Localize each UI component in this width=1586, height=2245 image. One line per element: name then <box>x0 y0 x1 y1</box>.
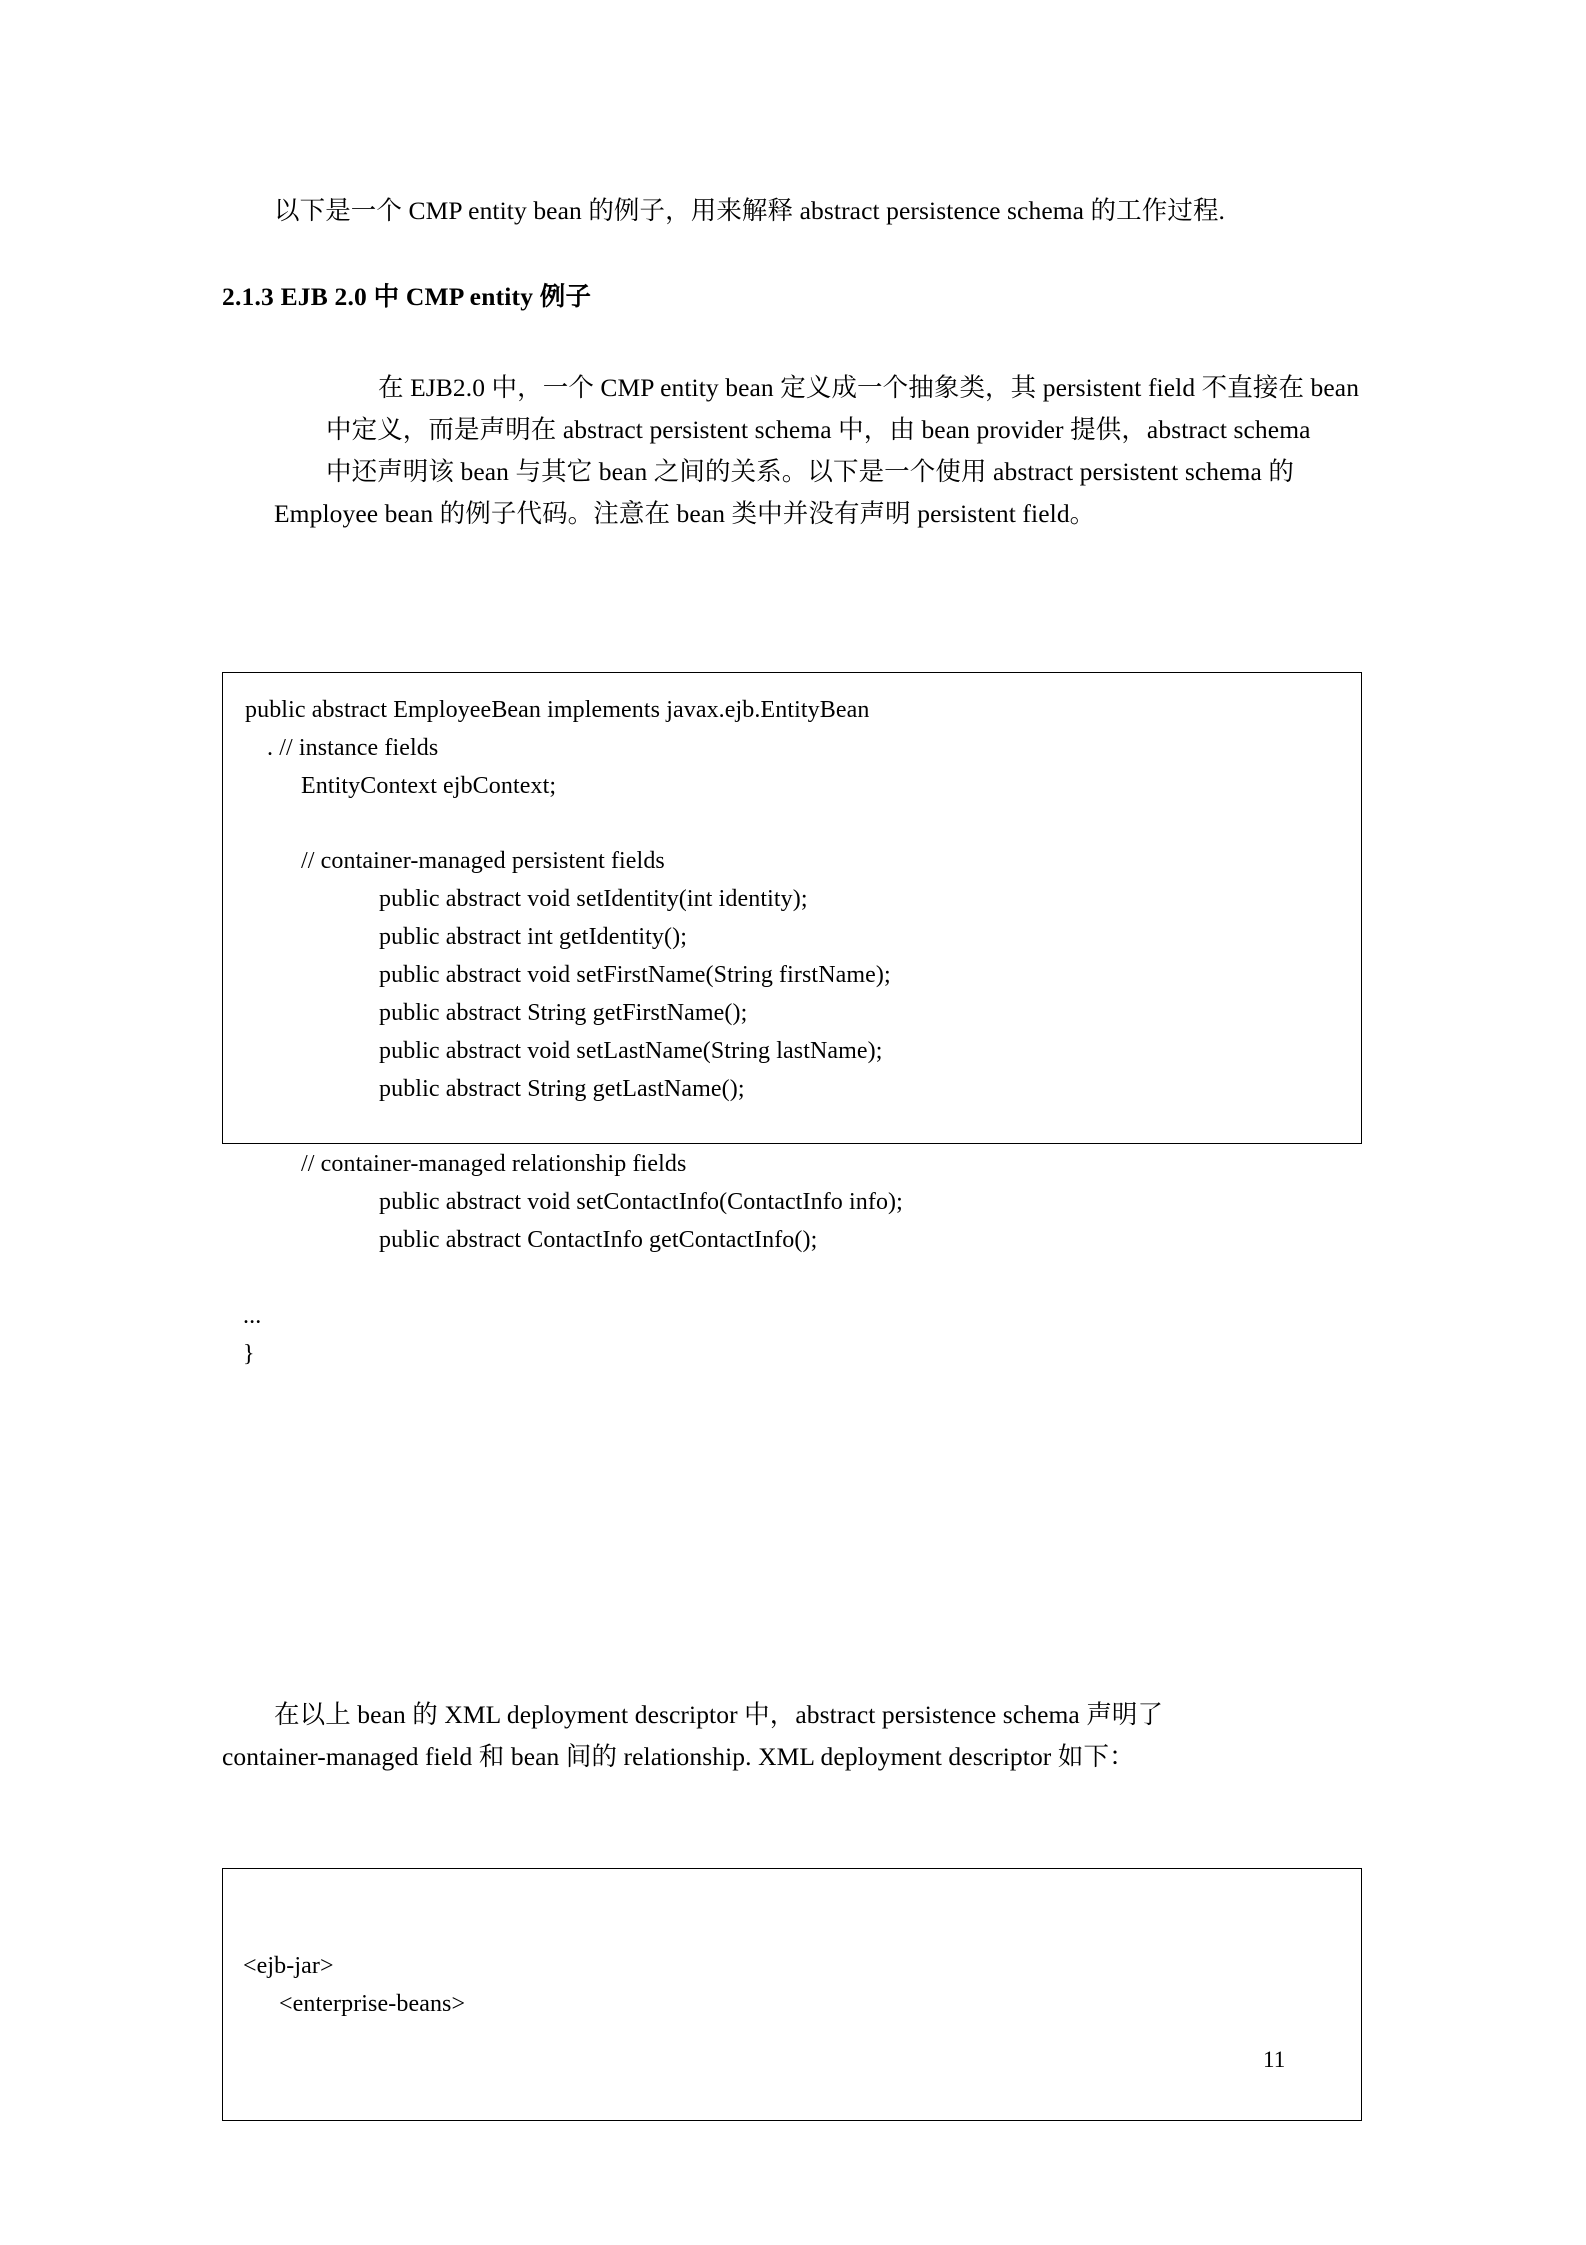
code-block-employee-bean <box>222 672 1362 1367</box>
code-line: public abstract String getFirstName(); <box>379 1000 748 1026</box>
code-line: } <box>243 1341 255 1367</box>
code-line: public abstract ContactInfo getContactInfo(); <box>379 1227 818 1253</box>
paragraph-1-line-2: 中定义，而是声明在 abstract persistent schema 中，由 bean provider 提供，abstract schema <box>326 415 1311 444</box>
paragraph-1-line-4: Employee bean 的例子代码。注意在 bean 类中并没有声明 persistent field。 <box>274 499 1096 528</box>
section-heading: 2.1.3 EJB 2.0 中 CMP entity 例子 <box>222 281 592 311</box>
code-line: . // instance fields <box>267 735 439 761</box>
code-line: public abstract EmployeeBean implements javax.ejb.EntityBean <box>245 697 870 723</box>
page-content <box>222 0 1362 535</box>
code-line: <enterprise-beans> <box>279 1991 466 2017</box>
code-line: // container-managed persistent fields <box>301 848 665 874</box>
paragraph-2-wrap <box>222 1694 1362 1778</box>
paragraph-2-line-2: container-managed field 和 bean 间的 relationship. XML deployment descriptor 如下： <box>222 1742 1135 1771</box>
code-line: public abstract void setLastName(String lastName); <box>379 1038 883 1064</box>
paragraph-1-line-1: 在 EJB2.0 中，一个 CMP entity bean 定义成一个抽象类，其 persistent field 不直接在 bean <box>378 373 1360 402</box>
code-line: public abstract void setIdentity(int identity); <box>379 886 808 912</box>
code-line: // container-managed relationship fields <box>301 1151 687 1177</box>
paragraph-1-line-3: 中还声明该 bean 与其它 bean 之间的关系。以下是一个使用 abstract persistent schema 的 <box>326 457 1294 486</box>
code-line: ... <box>243 1303 262 1329</box>
paragraph-2-line-1: 在以上 bean 的 XML deployment descriptor 中，abstract persistence schema 声明了 <box>274 1700 1164 1729</box>
intro-paragraph: 以下是一个 CMP entity bean 的例子，用来解释 abstract persistence schema 的工作过程. <box>274 196 1226 225</box>
code-line: public abstract String getLastName(); <box>379 1076 745 1102</box>
code-line: public abstract int getIdentity(); <box>379 924 687 950</box>
code-line: public abstract void setFirstName(String firstName); <box>379 962 891 988</box>
code-line: <ejb-jar> <box>243 1953 334 1979</box>
code-block-ejb-jar-descriptor <box>222 1868 1362 2121</box>
code-line: public abstract void setContactInfo(ContactInfo info); <box>379 1189 903 1215</box>
paragraph-2 <box>222 1694 1362 1778</box>
page-number: 11 <box>1263 2047 1286 2072</box>
paragraph-1 <box>222 367 1362 535</box>
code-line: EntityContext ejbContext; <box>301 773 557 799</box>
